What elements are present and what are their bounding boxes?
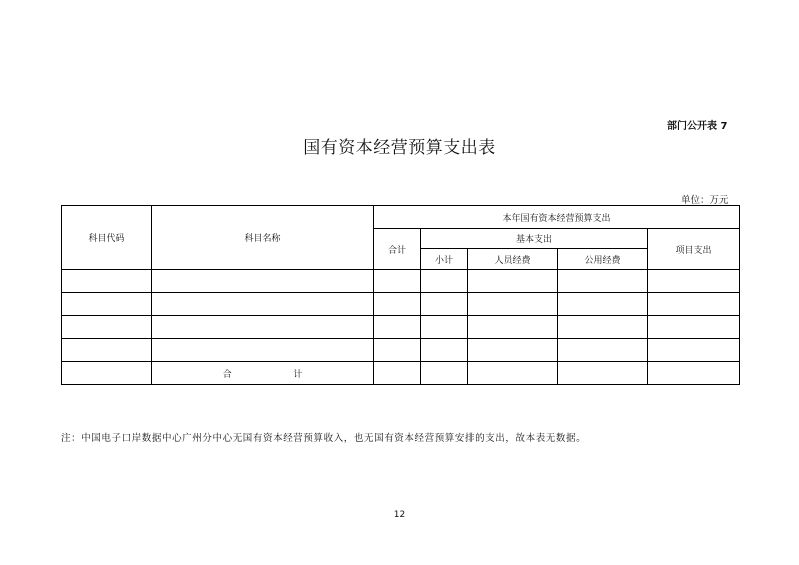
table-row — [62, 316, 740, 339]
table-row — [62, 270, 740, 293]
header-project-expenditure: 项目支出 — [648, 229, 740, 270]
table-total-row — [62, 362, 740, 385]
budget-table — [61, 205, 740, 385]
unit-label: 单位：万元 — [681, 195, 729, 206]
header-personnel-expense: 人员经费 — [468, 249, 558, 270]
total-label-char-1: 合 — [222, 369, 232, 380]
form-tag: 部门公开表 7 — [667, 121, 728, 132]
header-total: 合计 — [374, 229, 421, 270]
table-row — [62, 339, 740, 362]
page-title: 国有资本经营预算支出表 — [303, 138, 496, 158]
total-label-cell — [152, 362, 374, 385]
header-current-year-expenditure: 本年国有资本经营预算支出 — [374, 206, 740, 229]
header-subject-code: 科目代码 — [62, 206, 152, 270]
footnote: 注：中国电子口岸数据中心广州分中心无国有资本经营预算收入，也无国有资本经营预算安排的支出，故本表无数据。 — [61, 433, 587, 444]
header-subtotal: 小计 — [421, 249, 468, 270]
page-number: 12 — [393, 510, 406, 520]
table-header-row — [62, 206, 740, 229]
header-public-expense: 公用经费 — [558, 249, 648, 270]
header-subject-name: 科目名称 — [152, 206, 374, 270]
total-label-char-2: 计 — [293, 369, 303, 380]
header-basic-expenditure: 基本支出 — [421, 229, 648, 249]
table-row — [62, 293, 740, 316]
